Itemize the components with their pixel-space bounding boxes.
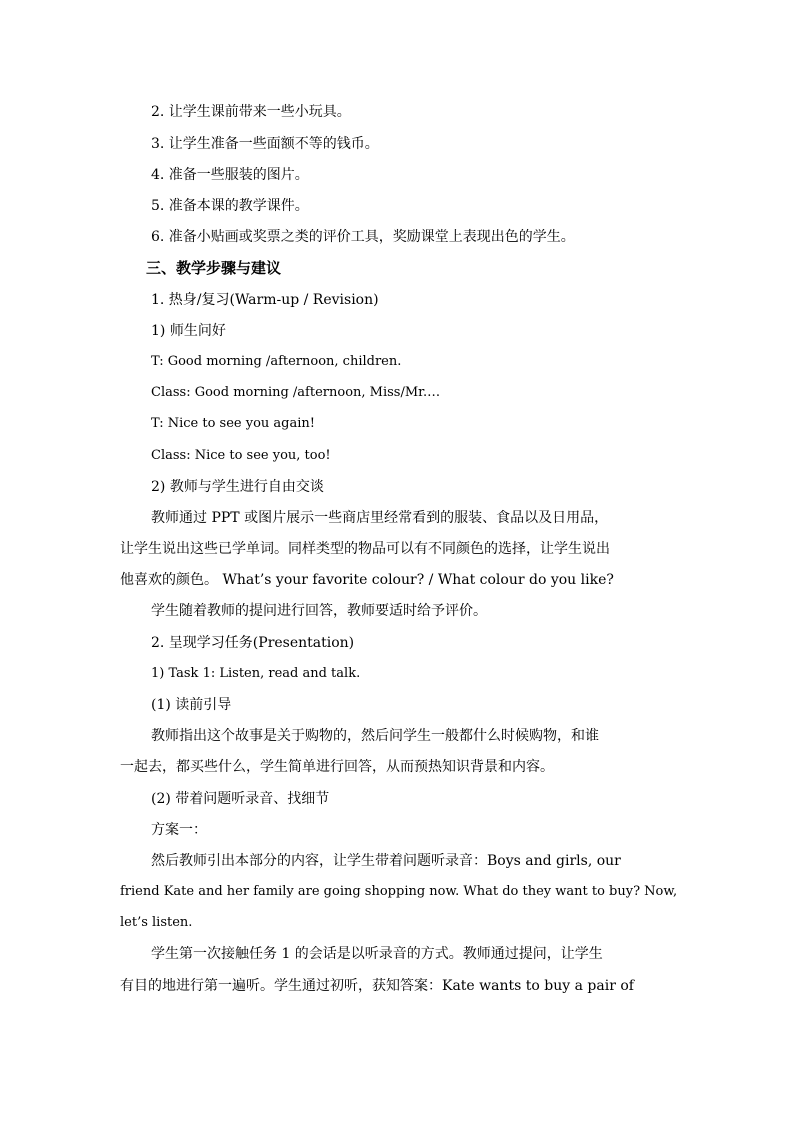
paragraph-line: let’s listen. — [120, 915, 193, 930]
text-line: 2) 教师与学生进行自由交谈 — [151, 479, 324, 495]
text-line: 2. 呈现学习任务(Presentation) — [151, 635, 355, 651]
paragraph-line: 教师指出这个故事是关于购物的，然后问学生一般都什么时候购物，和谁 — [151, 728, 599, 744]
text-line: 6. 准备小贴画或奖票之类的评价工具，奖励课堂上表现出色的学生。 — [151, 229, 575, 245]
paragraph-line: 教师通过 PPT 或图片展示一些商店里经常看到的服装、食品以及日用品， — [151, 510, 609, 526]
text-line: 2. 让学生课前带来一些小玩具。 — [151, 104, 351, 120]
dialogue-line: Class: Good morning /afternoon, Miss/Mr.… — [151, 385, 441, 400]
paragraph-line: 有目的地进行第一遍听。学生通过初听，获知答案：Kate wants to buy a pair of — [120, 978, 634, 994]
text-line: (1) 读前引导 — [151, 697, 232, 713]
text-line: 5. 准备本课的教学课件。 — [151, 198, 309, 214]
section-heading: 三、教学步骤与建议 — [146, 259, 282, 277]
paragraph-line: 学生第一次接触任务 1 的会话是以听录音的方式。教师通过提问，让学生 — [151, 946, 603, 962]
paragraph-line: 他喜欢的颜色。 What’s your favorite colour? / What colour do you like? — [120, 572, 614, 588]
paragraph-line: 让学生说出这些已学单词。同样类型的物品可以有不同颜色的选择，让学生说出 — [120, 541, 610, 557]
paragraph-line: 然后教师引出本部分的内容，让学生带着问题听录音：Boys and girls, our — [151, 853, 621, 869]
text-line: 4. 准备一些服装的图片。 — [151, 167, 309, 183]
paragraph-line: 一起去，都买些什么，学生简单进行回答，从而预热知识背景和内容。 — [120, 759, 554, 775]
text-line: (2) 带着问题听录音、找细节 — [151, 791, 330, 807]
paragraph-line: friend Kate and her family are going shopping now. What do they want to buy? Now, — [120, 884, 678, 899]
text-line: 3. 让学生准备一些面额不等的钱币。 — [151, 136, 379, 152]
dialogue-line: T: Good morning /afternoon, children. — [151, 354, 402, 369]
dialogue-line: Class: Nice to see you, too! — [151, 448, 331, 463]
text-line: 方案一： — [151, 822, 207, 838]
dialogue-line: T: Nice to see you again! — [151, 416, 315, 431]
text-line: 1) Task 1: Listen, read and talk. — [151, 666, 361, 681]
text-line: 1. 热身/复习(Warm-up / Revision) — [151, 292, 379, 308]
paragraph-line: 学生随着教师的提问进行回答，教师要适时给予评价。 — [151, 603, 487, 619]
text-line: 1) 师生问好 — [151, 323, 226, 339]
